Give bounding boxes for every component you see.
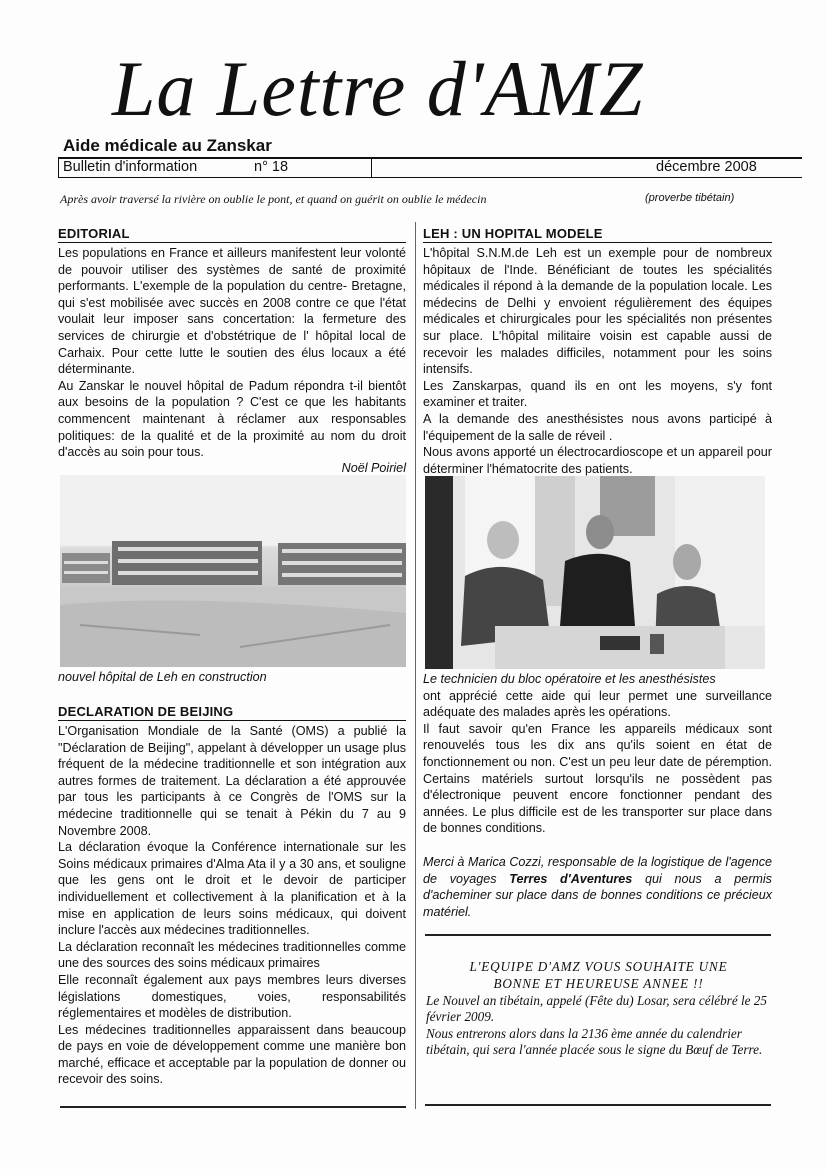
leh-continued — [423, 671, 772, 920]
editorial-paragraph: Au Zanskar le nouvel hôpital de Padum répondra t-il bientôt aux besoins de la population ? C'est ce que les habitants commencent maintenant à réclamer aux responsables politiques: de la qualité et de la proximité au nom du droit d'accès au soin pour tous. — [58, 378, 406, 460]
beijing-paragraph: Les médecines traditionnelles apparaissent dans beaucoup de pays en voie de développement comme une manière bon marché, efficace et acceptable par la population de donner ou recevoir des soins. — [58, 1022, 406, 1087]
editorial-section — [58, 226, 406, 475]
proverb-source: (proverbe tibétain) — [645, 192, 735, 204]
travel-agency-name: Terres d'Aventures — [509, 871, 633, 886]
column-divider — [415, 222, 416, 1109]
right-photo-caption: Le technicien du bloc opératoire et les anesthésistes — [423, 672, 716, 686]
bulletin-bar — [58, 158, 802, 178]
issue-date: décembre 2008 — [656, 159, 757, 175]
editorial-body — [58, 245, 406, 461]
hospital-building-drawing — [60, 475, 406, 667]
thanks-text-end: qui nous a permis d'acheminer sur place dans de bonnes conditions ce précieux matériel. — [423, 871, 772, 919]
bulletin-rule — [370, 177, 802, 178]
team-scene-drawing — [425, 476, 765, 669]
leh-cont-paragraph: ont apprécié cette aide qui leur permet une surveillance adéquate des malades après les opérations. — [423, 688, 772, 720]
greeting-title-line1: L'EQUIPE D'AMZ VOUS SOUHAITE UNE — [469, 959, 728, 974]
newsletter-subtitle: Aide médicale au Zanskar — [63, 136, 272, 155]
anesthesia-team-photo — [425, 476, 765, 669]
proverb-text: Après avoir traversé la rivière on oublie le pont, et quand on guérit on oublie le médecin — [60, 192, 487, 206]
editorial-heading: EDITORIAL — [58, 226, 406, 243]
beijing-body — [58, 723, 406, 1088]
greeting-line: Le Nouvel an tibétain, appelé (Fête du) Losar, sera célébré le 25 février 2009. — [426, 993, 767, 1024]
beijing-paragraph: L'Organisation Mondiale de la Santé (OMS) a publié la "Déclaration de Beijing", appelant à développer un usage plus fréquent de la médecine traditionnelle et son intégration aux autres formes de traitement. La déclaration a été approuvée par tous les participants à ce Congrès de l'OMS sur la médecine traditionnelle qui se tenait à Pékin du 7 au 9 Novembre 2008. — [58, 724, 406, 838]
greeting-bottom-rule — [425, 1104, 771, 1106]
leh-paragraph: Nous avons apporté un électrocardioscope et un appareil pour déterminer l'hématocrite des patients. — [423, 445, 772, 476]
leh-cont-paragraph: Il faut savoir qu'en France les appareils médicaux sont renouvelés tous les dix ans qu'ils soient en état de fonctionnement ou non. C'est un peu leur date de péremption. Certains matériels surtout lorsqu'ils ne possèdent pas d'électronique peuvent encore fonctionner pendant des années. Le plus difficile est de les transporter sur place dans de bonnes conditions. — [423, 721, 772, 836]
newsletter-title: La Lettre d'AMZ — [112, 45, 644, 132]
greeting-top-rule — [425, 934, 771, 936]
greeting-title-line2: BONNE ET HEUREUSE ANNEE !! — [493, 976, 704, 991]
hospital-construction-photo — [60, 475, 406, 667]
left-column-end-rule — [60, 1106, 406, 1108]
leh-section — [423, 226, 772, 477]
leh-paragraph: Les Zanskarpas, quand ils en ont les moyens, s'y font examiner et traiter. — [423, 378, 772, 410]
editorial-signature: Noël Poiriel — [341, 460, 406, 475]
beijing-heading: DECLARATION DE BEIJING — [58, 704, 406, 721]
leh-body — [423, 245, 772, 477]
issue-number: n° 18 — [254, 159, 289, 175]
bulletin-label: Bulletin d'information — [63, 159, 198, 175]
left-photo-caption: nouvel hôpital de Leh en construction — [58, 670, 267, 684]
thanks-paragraph — [423, 854, 772, 920]
beijing-section — [58, 704, 406, 1088]
beijing-paragraph: La déclaration reconnaît les médecines traditionnelles comme une des sources des soins médicaux primaires — [58, 939, 406, 971]
leh-heading: LEH : UN HOPITAL MODELE — [423, 226, 772, 243]
leh-cont-body — [423, 688, 772, 921]
editorial-paragraph: Les populations en France et ailleurs manifestent leur volonté de pouvoir utiliser des systèmes de santé de proximité performants. L'exemple de la population du centre- Bretagne, qui s'est mobilisée avec succès en 2008 contre ce que l'état voulait leur imposer sans concertation: la fermeture des services de chirurgie et d'obstétrique de l' hôpital local de Carhaix. Pour cette lutte le soutien des élus locaux a été déterminante. — [58, 246, 406, 377]
beijing-paragraph: La déclaration évoque la Conférence internationale sur les Soins médicaux primaires d'Alma Ata il y a 30 ans, et souligne que les gens ont le droit et le devoir de participer individuellement et collectivement à la planification et à la mise en application de leurs soins médicaux, qui doivent inclure l'accès aux médecines traditionnelles. — [58, 840, 406, 938]
thanks-text: Merci à Marica Cozzi, responsable de la logistique de l'agence de voyages — [423, 854, 772, 886]
greeting-line: Nous entrerons alors dans la 2136 ème année du calendrier tibétain, qui sera l'année placée sous le signe du Bœuf de Terre. — [426, 1026, 763, 1057]
new-year-greeting — [426, 958, 771, 1058]
leh-paragraph: A la demande des anesthésistes nous avons participé à l'équipement de la salle de réveil . — [423, 411, 772, 443]
leh-paragraph: L'hôpital S.N.M.de Leh est un exemple pour de nombreux hôpitaux de l'Inde. Bénéficiant de toutes les spécialités médicales il répond à la demande de la population locale. Les médecins de Delhi y envoient régulièrement des équipes médicales et chirurgicales pour les spécialités non présentes sur place. L'hôpital militaire voisin est capable aussi de recevoir les malades difficiles, notamment pour les soins intensifs. — [423, 246, 772, 377]
beijing-paragraph: Elle reconnaît également aux pays membres leurs diverses législations domestiques, voies, responsabilités réglementaires et modèles de distribution. — [58, 972, 406, 1021]
